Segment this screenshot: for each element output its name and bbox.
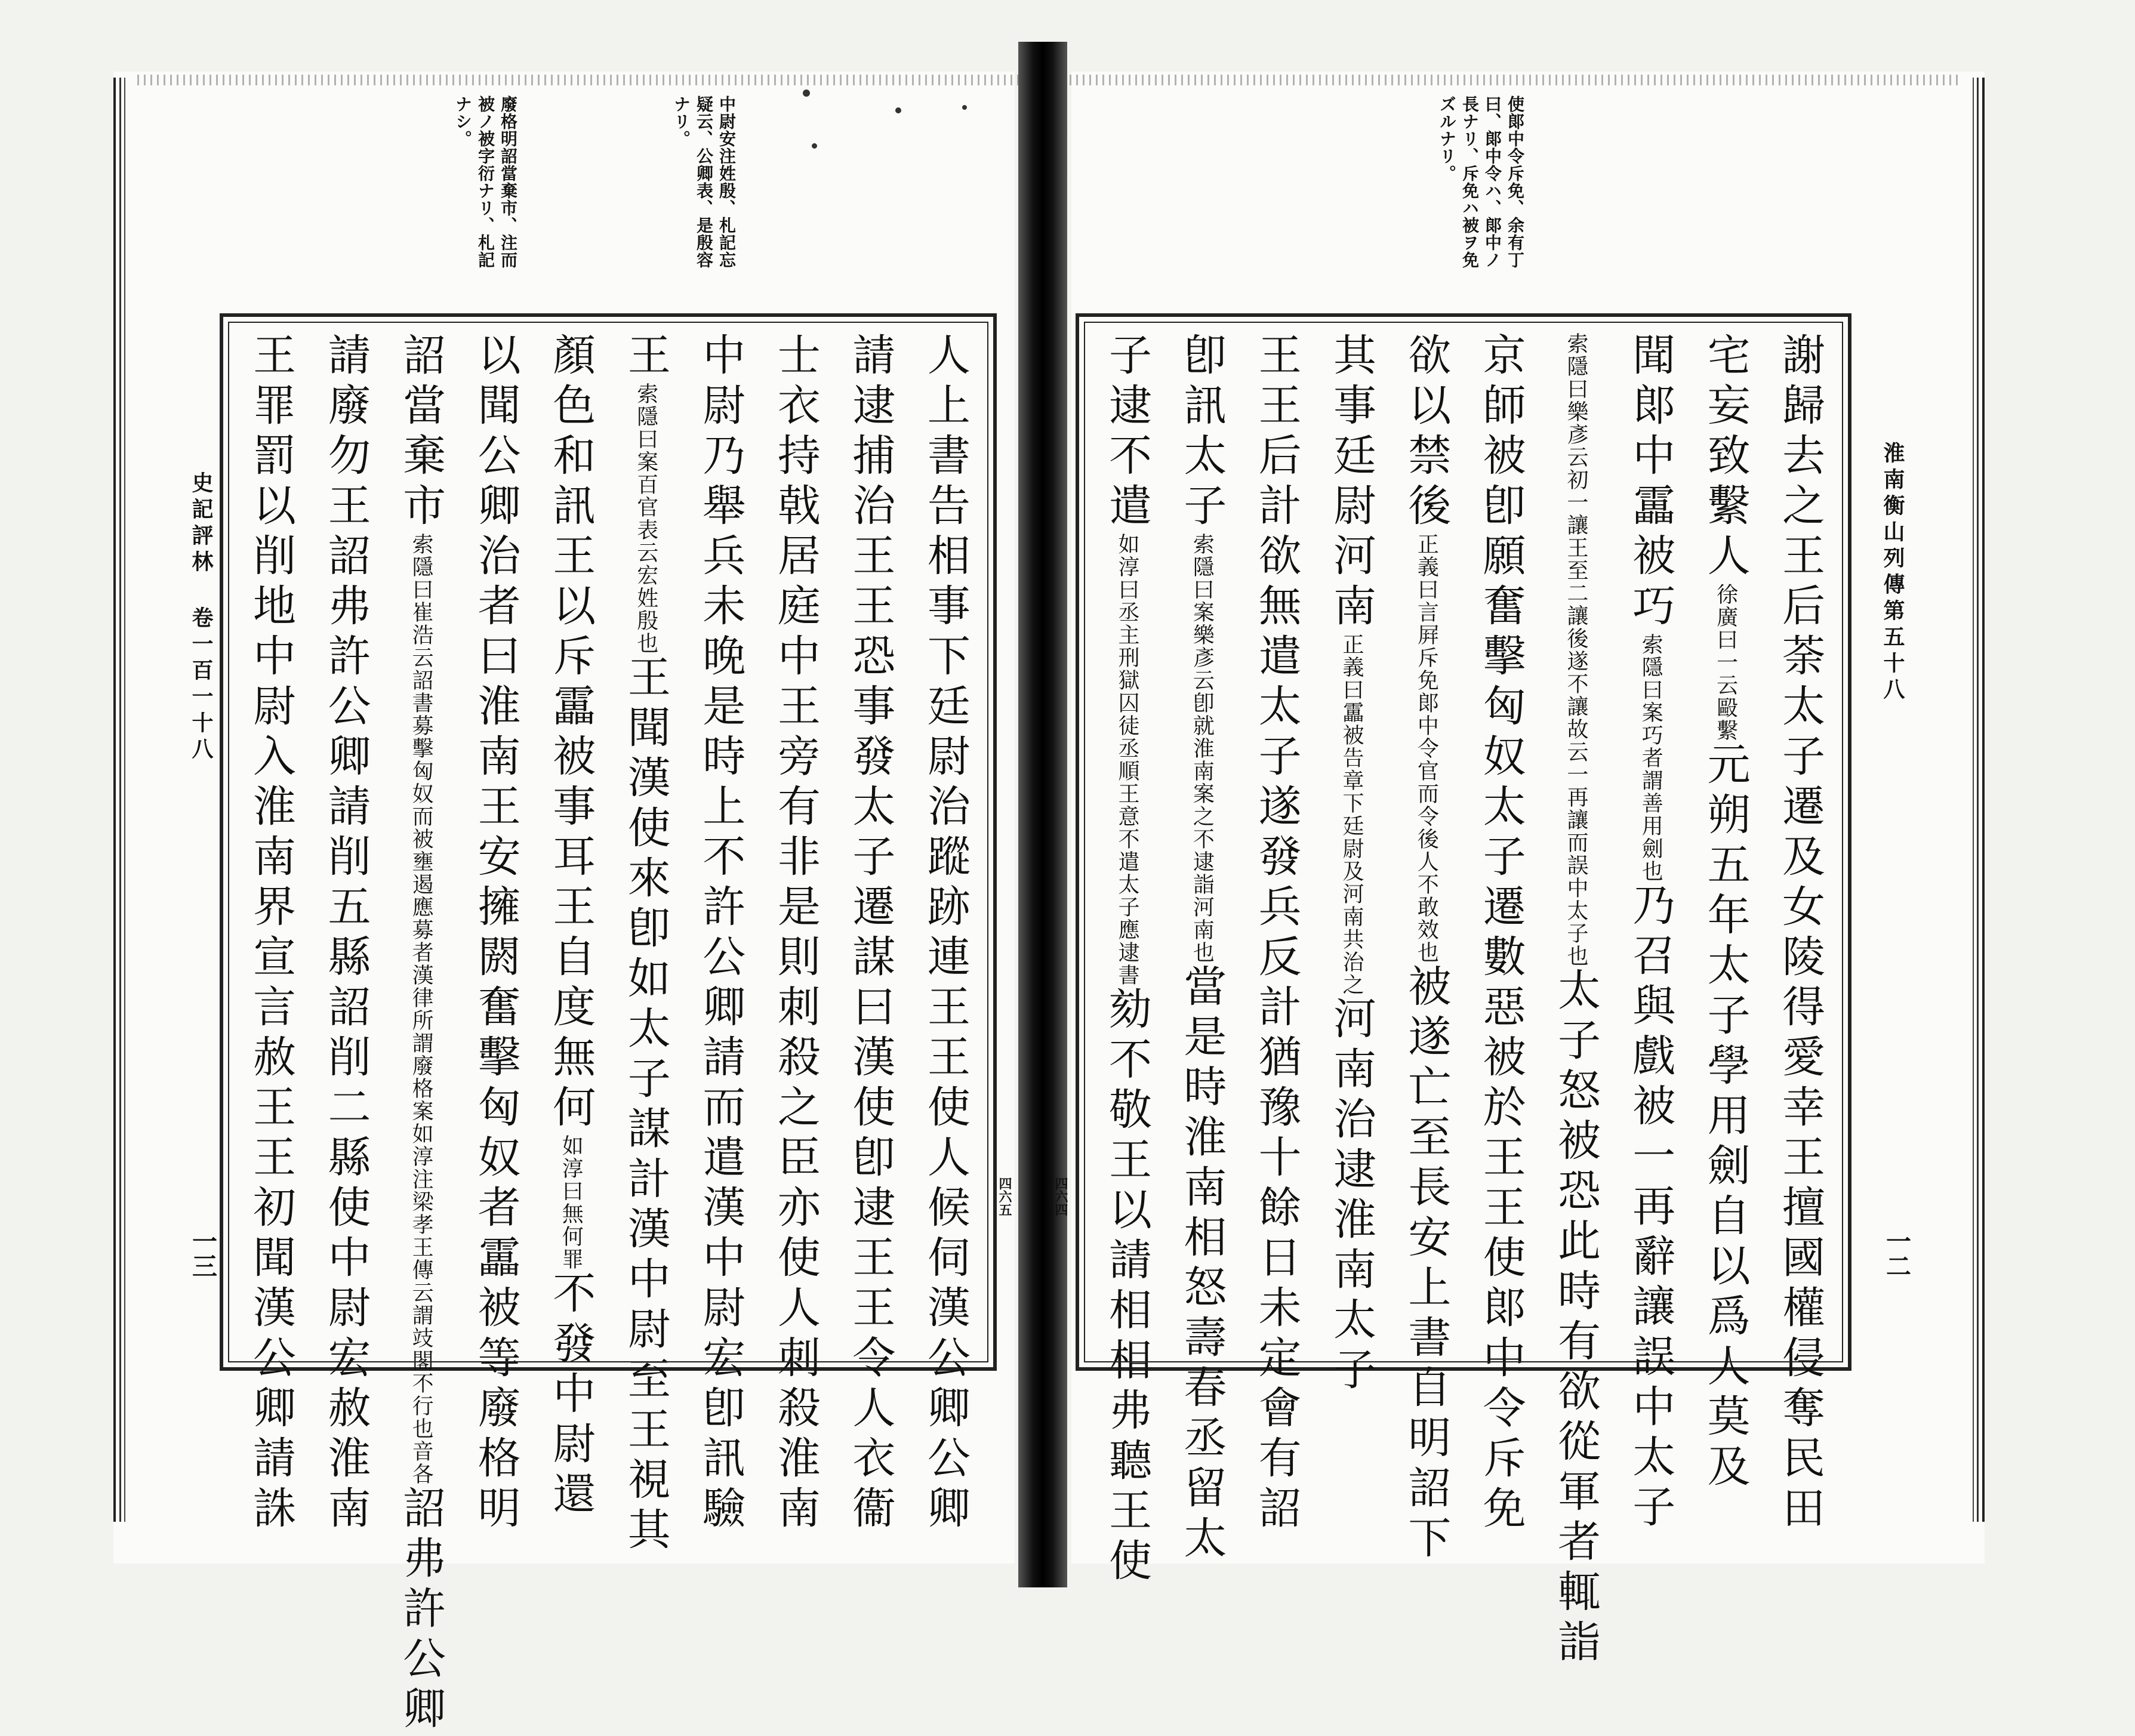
main-text: 欲以禁後 (1401, 332, 1452, 533)
main-text-continued: 當是時淮南相怒壽春丞留太 (1176, 964, 1227, 1565)
right-text-frame (1076, 313, 1851, 1669)
main-text: 以聞公卿治者曰淮南王安擁閼奮擊匈奴者靁被等廢格明 (470, 332, 521, 1535)
scan-speck (962, 105, 967, 110)
headnote-left-2 (454, 95, 519, 298)
text-column (1768, 332, 1832, 1535)
folio-title: 史記評林 卷一百一十八 (189, 471, 214, 764)
main-text: 謝歸去之王后荼太子遷及女陵得愛幸王擅國權侵奪民田 (1774, 332, 1825, 1535)
headnote-line: ナリ。 (671, 95, 691, 147)
main-text: 聞郞中靁被巧 (1625, 332, 1676, 633)
main-text: 卽訊太子 (1176, 332, 1227, 533)
main-text-continued: 劾不敬王以請相相弗聽王使 (1102, 986, 1152, 1588)
main-text-continued: 太子怒被恐此時有欲從軍者輒詣 (1550, 967, 1601, 1669)
headnote-line: 疑云、公卿表、是殷容 (694, 95, 714, 269)
text-column (389, 332, 453, 1736)
headnote-line: 曰、郞中令ハ、郞中ノ (1483, 95, 1502, 269)
main-text: 人上書告相事下廷尉治蹤跡連王王使人候伺漢公卿公卿 (920, 332, 971, 1535)
main-text: 請廢勿王詔弗許公卿請削五縣詔削二縣使中尉宏赦淮南 (321, 332, 371, 1535)
main-text-continued: 王聞漢使來卽如太子謀計漢中尉至王視其 (620, 655, 671, 1557)
headnote-line: 廢格明詔當棄市、注而 (498, 95, 518, 269)
main-text-continued: 元朔五年太子學用劍自以爲人莫及 (1700, 742, 1751, 1494)
commentary-note: 索隱曰案樂彥云卽就淮南案之不逮詣河南也 (1190, 533, 1215, 964)
commentary-note: 正義曰靁被告章下廷尉及河南共治之 (1339, 633, 1364, 996)
main-text-continued: 乃召與戲被一再辭讓誤中太子 (1625, 883, 1676, 1534)
running-header: 淮南衡山列傳第五十八 (1880, 442, 1905, 704)
main-text: 顏色和訊王以斥靁被事耳王自度無何 (546, 332, 596, 1134)
headnote-line: ズルナリ。 (1437, 95, 1457, 182)
headnote-line: 中尉安注姓殷、札記忘 (717, 95, 737, 269)
text-column (688, 332, 753, 1535)
headnote-line: ナシ。 (453, 95, 473, 147)
book-gutter (1018, 42, 1067, 1587)
commentary-note: 索隱曰樂彥云初一讓王至二讓後遂不讓故云一再讓而誤中太子也 (1563, 332, 1588, 967)
main-text: 中尉乃舉兵未晚是時上不許公卿請而遣漢中尉宏卽訊驗 (695, 332, 746, 1535)
text-column (464, 332, 528, 1535)
text-column (763, 332, 828, 1535)
text-column (1693, 332, 1758, 1494)
commentary-note: 索隱曰案百官表云宏姓殷也 (633, 383, 658, 655)
scan-speck (895, 107, 901, 113)
main-text-continued: 詔弗許公卿 (396, 1485, 446, 1736)
main-text: 宅妄致繫人 (1700, 332, 1751, 583)
main-text: 請逮捕治王王恐事發太子遷謀曰漢使卽逮王王令人衣衞 (845, 332, 896, 1535)
main-text-continued: 不發中尉還 (546, 1271, 596, 1521)
commentary-note: 如淳曰無何罪 (559, 1134, 584, 1271)
gutter-number-right: 四六四 (1053, 1177, 1068, 1216)
main-text: 士衣持戟居庭中王旁有非是則刺殺之臣亦使人刺殺淮南 (770, 332, 821, 1535)
headnote-line: 使郞中令斥免、余有丁 (1505, 95, 1525, 269)
main-text-continued: 河南治逮淮南太子 (1326, 996, 1376, 1397)
headnote-line: 長ナリ、斥免ハ被ヲ免 (1460, 95, 1480, 269)
text-column (1095, 332, 1159, 1588)
main-text-continued: 被遂亡至長安上書自明詔下 (1401, 964, 1452, 1565)
left-text-frame (220, 313, 997, 1736)
scan-speck (812, 143, 817, 149)
main-text: 其事廷尉河南 (1326, 332, 1376, 633)
main-text: 京師被卽願奮擊匈奴太子遷數惡被於王王使郞中令斥免 (1475, 332, 1526, 1535)
text-column (614, 332, 678, 1557)
text-column (913, 332, 978, 1535)
commentary-note: 索隱曰崔浩云詔書募擊匈奴而被壅遏應募者漢律所謂廢格案如淳注梁孝王傳云謂攱閣不行也音各 (409, 533, 434, 1485)
main-text: 王罪罰以削地中尉入淮南界宣言赦王王初聞漢公卿請誅 (246, 332, 296, 1535)
page-number-right: 一二 (1883, 1228, 1912, 1278)
page-number-left: 一三 (189, 1228, 218, 1278)
right-text-columns (1095, 332, 1832, 1669)
text-column (1618, 332, 1683, 1534)
left-text-columns (239, 332, 978, 1736)
commentary-note: 如淳曰丞主刑獄囚徒丞順王意不遣太子應逮書 (1115, 533, 1139, 986)
text-column (838, 332, 902, 1535)
text-column (1469, 332, 1533, 1535)
main-text: 詔當棄市 (396, 332, 446, 533)
commentary-note: 徐廣曰一云毆繫 (1713, 583, 1738, 742)
main-text: 王 (620, 332, 671, 383)
scan-speck (803, 90, 810, 97)
gutter-number-left: 四六五 (997, 1177, 1012, 1216)
headnote-line: 被ノ被字衍ナリ、札記 (476, 95, 495, 269)
text-column (1169, 332, 1234, 1565)
text-column (1319, 332, 1384, 1397)
commentary-note: 正義曰言屛斥免郞中令官而令後人不敢效也 (1414, 533, 1439, 964)
main-text: 王王后計欲無遣太子遂發兵反計猶豫十餘日未定會有詔 (1251, 332, 1302, 1535)
text-column (239, 332, 303, 1535)
headnote-right (1435, 95, 1526, 298)
right-page-edge (1949, 78, 1985, 1522)
headnote-left-1 (671, 95, 738, 298)
text-column (1544, 332, 1608, 1669)
text-column (538, 332, 603, 1521)
text-column (1244, 332, 1309, 1535)
commentary-note: 索隱曰案巧者謂善用劍也 (1638, 633, 1663, 883)
main-text: 子逮不遣 (1102, 332, 1152, 533)
text-column (1394, 332, 1458, 1565)
left-page-edge (113, 78, 137, 1522)
text-column (314, 332, 378, 1535)
